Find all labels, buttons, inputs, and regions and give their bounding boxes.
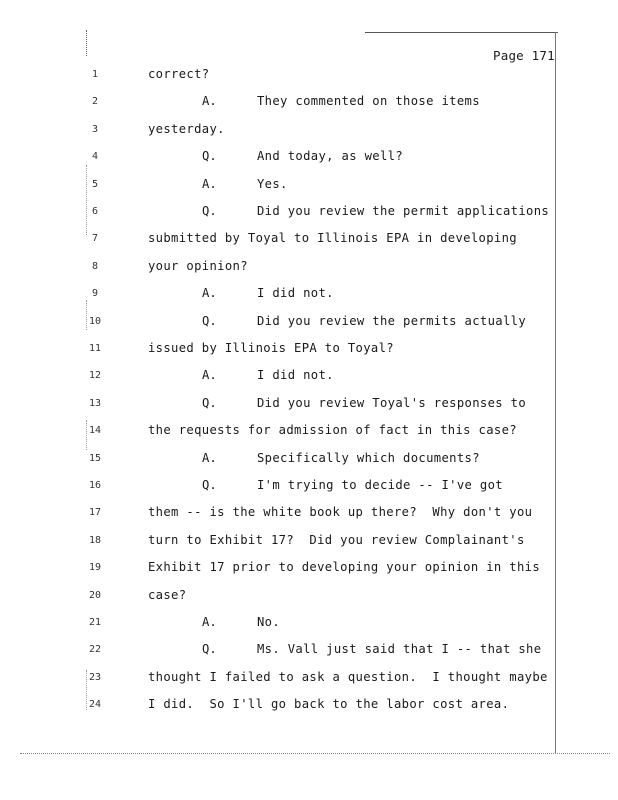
line-text: Specifically which documents? (257, 450, 480, 465)
header-rule (365, 32, 558, 33)
transcript-line (0, 122, 618, 144)
line-text: I'm trying to decide -- I've got (257, 478, 503, 492)
line-number: 13 (88, 397, 102, 409)
line-text: turn to Exhibit 17? Did you review Complainant's (148, 532, 525, 547)
line-number: 9 (91, 288, 99, 300)
line-text: submitted by Toyal to Illinois EPA in developing (148, 231, 517, 246)
transcript-line (0, 341, 618, 363)
footer-rule (20, 753, 610, 754)
line-text: correct? (148, 67, 210, 81)
page-number: Page 171 (493, 48, 555, 63)
transcript-line (0, 204, 618, 226)
transcript-line (0, 670, 618, 692)
transcript-line (0, 94, 618, 116)
speaker-label: A. (202, 615, 217, 629)
line-text: And today, as well? (257, 149, 404, 164)
speaker-label: A. (202, 176, 217, 191)
line-number: 18 (88, 534, 102, 546)
transcript-line (0, 286, 618, 308)
transcript-line (0, 588, 618, 610)
line-text: Yes. (257, 176, 288, 191)
line-number: 4 (91, 151, 99, 163)
transcript-line (0, 423, 618, 445)
transcript-line (0, 505, 618, 527)
transcript-line (0, 368, 618, 390)
line-text: Exhibit 17 prior to developing your opinion in this (148, 560, 541, 575)
line-text: issued by Illinois EPA to Toyal? (148, 341, 394, 355)
speaker-label: A. (202, 286, 217, 301)
speaker-label: A. (202, 94, 217, 109)
transcript-line (0, 478, 618, 500)
line-number: 1 (91, 69, 99, 80)
transcript-line (0, 67, 618, 89)
transcript-line (0, 451, 618, 473)
speaker-label: A. (202, 368, 217, 383)
line-text: I did not. (257, 368, 334, 383)
line-text: No. (257, 615, 281, 629)
speaker-label: Q. (202, 313, 217, 328)
line-text: your opinion? (148, 258, 248, 273)
line-number: 16 (88, 480, 102, 491)
transcript-line (0, 642, 618, 664)
transcript-line (0, 231, 618, 253)
transcript-line (0, 149, 618, 171)
line-text: Did you review the permit applications (257, 204, 550, 218)
line-text: Did you review Toyal's responses to (257, 395, 527, 410)
transcript-line (0, 615, 618, 637)
transcript-line (0, 396, 618, 418)
line-text: Ms. Vall just said that I -- that she (257, 642, 542, 657)
line-number: 7 (91, 233, 99, 245)
line-number: 21 (88, 617, 102, 628)
line-text: them -- is the white book up there? Why don't you (148, 505, 533, 520)
transcript-line (0, 259, 618, 281)
speaker-label: Q. (202, 149, 217, 164)
speaker-label: Q. (202, 478, 217, 492)
line-number: 17 (88, 507, 102, 519)
line-number: 19 (88, 562, 102, 574)
line-text: thought I failed to ask a question. I thought maybe (148, 669, 548, 684)
line-text: the requests for admission of fact in this case? (148, 423, 517, 438)
left-margin-mark (86, 30, 87, 56)
transcript-line (0, 177, 618, 199)
line-number: 20 (88, 589, 102, 601)
line-number: 10 (88, 315, 102, 327)
line-number: 8 (91, 260, 99, 272)
speaker-label: Q. (202, 204, 217, 218)
line-number: 2 (91, 96, 99, 108)
line-number: 5 (91, 178, 99, 190)
speaker-label: Q. (202, 642, 217, 657)
transcript-line (0, 697, 618, 719)
transcript-line (0, 314, 618, 336)
line-number: 6 (91, 206, 99, 217)
line-number: 12 (88, 370, 102, 382)
line-text: case? (148, 587, 187, 602)
line-number: 3 (91, 123, 99, 135)
line-text: I did not. (257, 286, 334, 301)
line-number: 11 (88, 343, 102, 354)
line-number: 23 (88, 671, 102, 683)
line-text: They commented on those items (257, 94, 480, 109)
line-number: 15 (88, 452, 102, 464)
speaker-label: Q. (202, 395, 217, 410)
line-number: 22 (88, 644, 102, 656)
speaker-label: A. (202, 450, 217, 465)
line-number: 24 (88, 699, 102, 711)
line-number: 14 (88, 425, 102, 437)
transcript-line (0, 533, 618, 555)
line-text: yesterday. (148, 121, 225, 136)
transcript-line (0, 560, 618, 582)
line-text: Did you review the permits actually (257, 313, 527, 328)
line-text: I did. So I'll go back to the labor cost area. (148, 697, 510, 712)
